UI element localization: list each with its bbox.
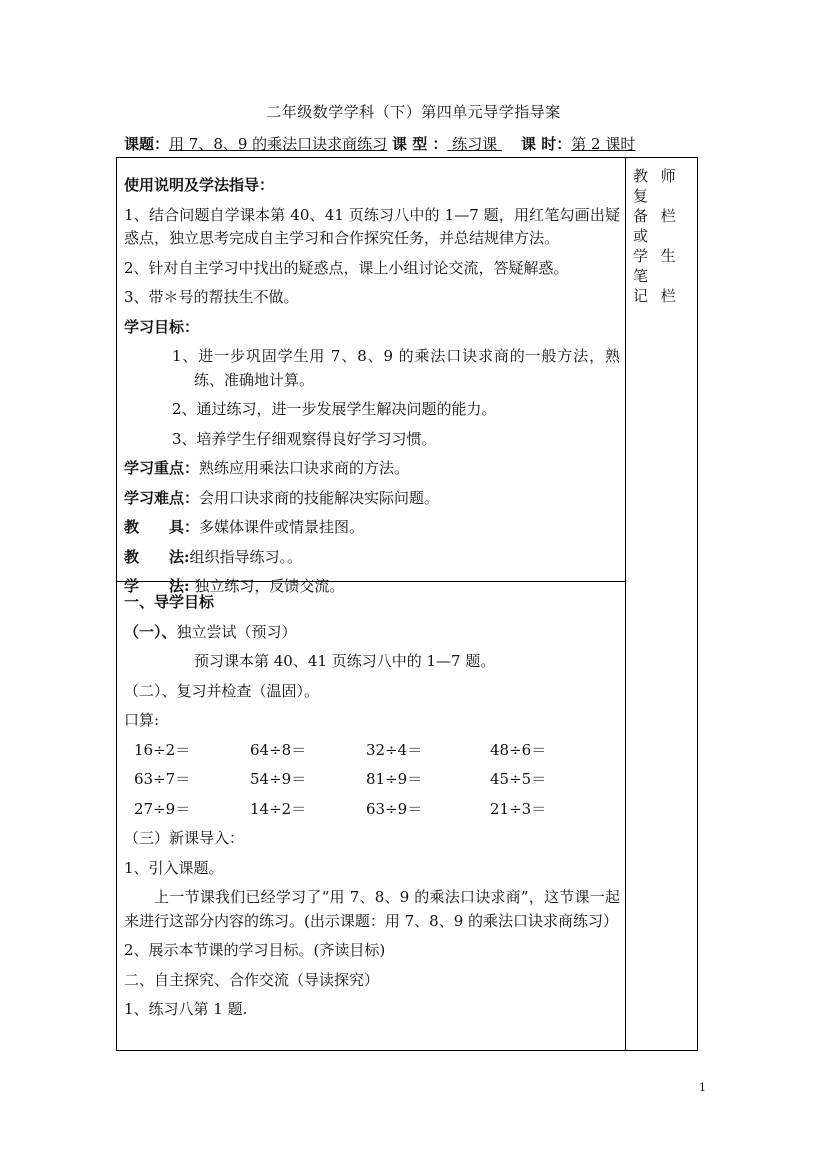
tools (124, 516, 620, 540)
key-point (124, 457, 620, 481)
teaching-method (124, 546, 620, 570)
calc-row (124, 768, 620, 792)
intro-item-2: 2、展示本节课的学习目标。(齐读目标) (124, 941, 386, 959)
section-two-item-1: 1、练习八第 1 题. (124, 1000, 248, 1018)
subject-line (124, 133, 704, 154)
calc-cell: 54÷9＝ (250, 770, 307, 788)
sub2-text: （二）、复习并检查（温固）。 (124, 681, 320, 700)
calc-cell: 63÷9＝ (366, 799, 423, 818)
preview-text: 预习课本第 40、41 页练习八中的 1—7 题。 (194, 652, 496, 670)
column-divider (625, 158, 626, 1050)
calc-row (124, 798, 620, 822)
calc-row (124, 739, 620, 763)
learning-method-label: 学 法: (124, 577, 190, 595)
guide-item-3: 3、带＊号的帮扶生不做。 (124, 288, 299, 306)
instructions-section (124, 174, 620, 599)
calc-cell: 21÷3＝ (490, 799, 547, 818)
guided-learning-section (124, 591, 620, 1022)
objective-3: 3、培养学生仔细观察得良好学习习惯。 (172, 429, 437, 448)
key-point-label: 学习重点： (124, 459, 200, 477)
objectives-heading: 学习目标： (124, 317, 200, 336)
type-label: 课 型 ： (391, 135, 448, 153)
topic-value: 用 7、8、9 的乘法口诀求商练习 (169, 135, 388, 153)
sub1-label: （一）、 (124, 622, 177, 641)
period-label: 课 时： (521, 135, 572, 153)
calc-cell: 16÷2＝ (134, 740, 191, 759)
teaching-method-label: 教 法: (124, 547, 190, 566)
guide-item-1: 1、结合问题自学课本第 40、41 页练习八中的 1—7 题，用红笔勾画出疑惑点，独立思考完成自主学习和合作探究任务，并总结规律方法。 (124, 205, 620, 247)
side-line-2: 备 栏 或 (633, 207, 680, 245)
intro-item-1: 1、引入课题。 (124, 858, 224, 877)
sub1-text: 独立尝试（预习） (176, 622, 297, 641)
difficulty-text: 会用口诀求商的技能解决实际问题。 (199, 488, 440, 507)
side-notes-column (633, 166, 693, 306)
calc-cell: 64÷8＝ (250, 740, 307, 759)
objective-1: 1、进一步巩固学生用 7、8、9 的乘法口诀求商的一般方法，熟练、准确地计算。 (172, 347, 620, 389)
guide-heading: 使用说明及学法指导： (124, 176, 275, 194)
document-title: 二年级数学学科（下）第四单元导学指导案 (266, 103, 561, 121)
section-one-heading: 一、导学目标 (124, 593, 215, 611)
page-number: 1 (699, 1081, 706, 1094)
guide-item-2: 2、针对自主学习中找出的疑惑点，课上小组讨论交流，答疑解惑。 (124, 258, 569, 277)
side-line-3: 学 生 笔 (633, 247, 680, 285)
difficulty-label: 学习难点： (124, 488, 200, 507)
type-value: 练习课 (447, 135, 502, 153)
calc-cell: 48÷6＝ (490, 740, 547, 759)
calc-cell: 32÷4＝ (366, 740, 423, 759)
tools-text: 多媒体课件或情景挂图。 (199, 518, 365, 536)
oral-calc-label: 口算: (124, 711, 160, 729)
calc-cell: 45÷5＝ (490, 770, 547, 788)
period-value: 第 2 课时 (571, 135, 636, 153)
tools-label: 教 具： (124, 518, 200, 536)
intro-paragraph: 上一节课我们已经学习了“用 7、8、9 的乘法口诀求商”，这节课一起来进行这部分内容的练习。(出示课题：用 7、8、9 的乘法口诀求商练习） (124, 888, 620, 930)
key-point-text: 熟练应用乘法口诀求商的方法。 (199, 459, 410, 477)
side-line-4: 记 栏 (633, 287, 680, 305)
side-line-1: 教 师 复 (633, 167, 680, 205)
sub3-text: （三）新课导入： (124, 829, 245, 847)
sub1 (124, 621, 620, 645)
calc-cell: 14÷2＝ (250, 799, 307, 818)
lesson-table (116, 157, 698, 1051)
section-two-heading: 二、自主探究、合作交流（导读探究） (124, 970, 380, 989)
teaching-method-text: 组织指导练习。。 (189, 547, 303, 566)
topic-label: 课题： (124, 135, 170, 153)
calc-cell: 81÷9＝ (366, 770, 423, 788)
objective-2: 2、通过练习，进一步发展学生解决问题的能力。 (172, 400, 497, 418)
calc-cell: 63÷7＝ (134, 770, 191, 788)
learning-method-text: 独立练习，反馈交流。 (189, 577, 345, 595)
calc-cell: 27÷9＝ (134, 799, 191, 818)
difficulty (124, 487, 620, 511)
